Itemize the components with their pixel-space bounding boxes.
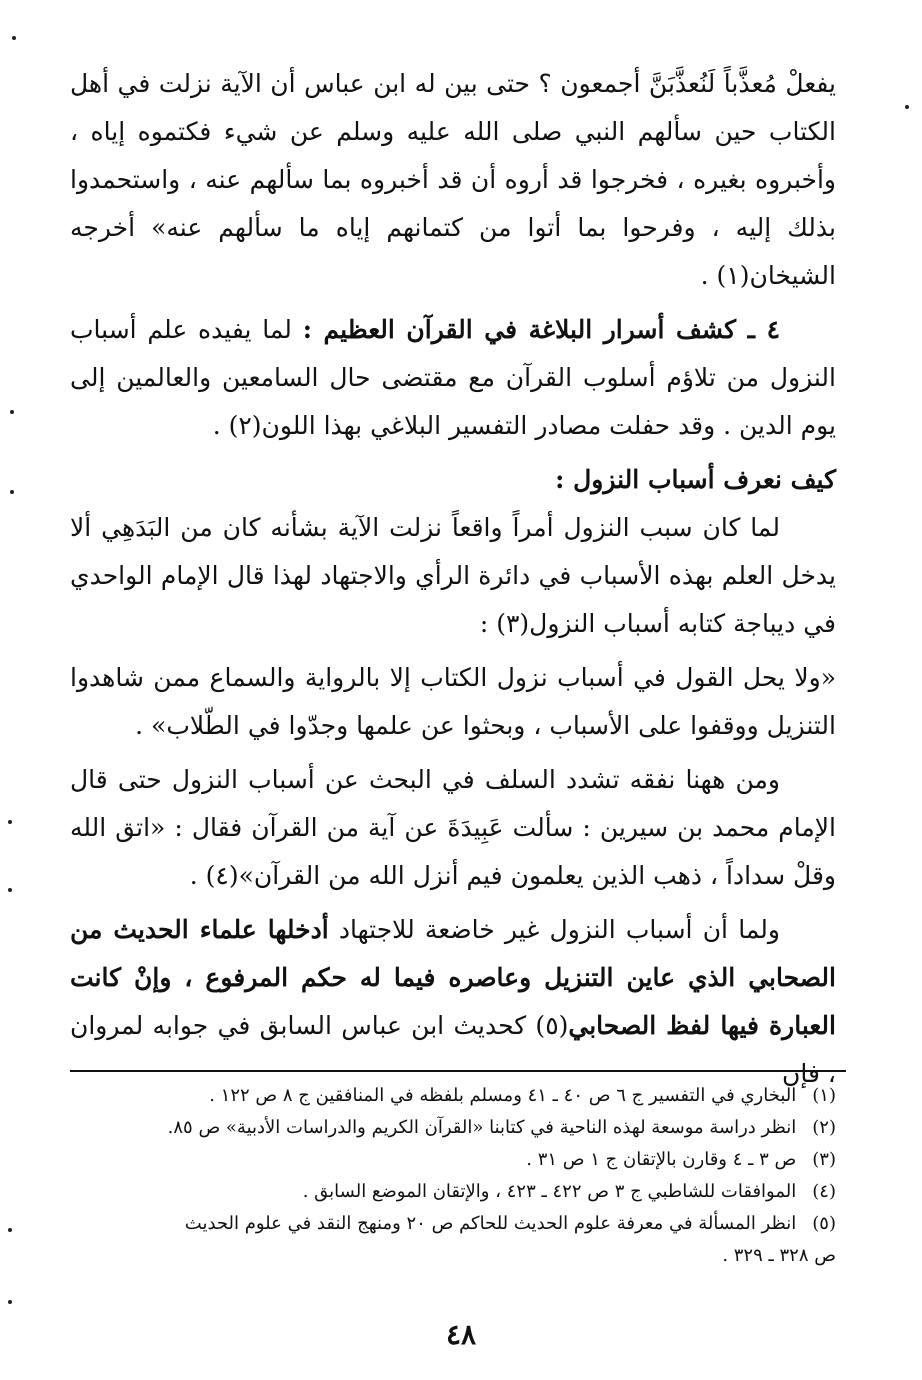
footnote-text: ص ٣ ـ ٤ وقارن بالإتقان ج ١ ص ٣١ . (526, 1149, 797, 1170)
paragraph-6-part-a: ولما أن أسباب النزول غير خاضعة للاجتهاد (328, 915, 780, 944)
footnote-number: (٤) (812, 1181, 836, 1202)
paragraph-1: يفعلْ مُعذَّباً لَنُعذَّبَنَّ أجمعون ؟ حتى بين له ابن عباس أن الآية نزلت في أهل الكتاب حين سألهم النبي صلى الله عليه وسلم عن شيء فكتموه إياه ، وأخبروه بغيره ، فخرجوا قد أروه أن قد أخبروه بما سألهم عنه ، واستحمدوا بذلك إليه ، وفرحوا بما أتوا من كتمانهم إياه ما سألهم عنه» أخرجه الشيخان(١) . (70, 69, 836, 290)
section-heading-how-to-know: كيف نعرف أسباب النزول : (555, 465, 836, 494)
paragraph-2 (70, 306, 836, 450)
footnote-text: البخاري في التفسير ج ٦ ص ٤٠ ـ ٤١ ومسلم بلفظه في المنافقين ج ٨ ص ١٢٢ . (209, 1085, 797, 1106)
footnote-text: الموافقات للشاطبي ج ٣ ص ٤٢٢ ـ ٤٢٣ ، والإتقان الموضع السابق . (302, 1181, 797, 1202)
section-heading-balagha: ٤ ـ كشف أسرار البلاغة في القرآن العظيم : (302, 315, 780, 344)
scan-speck (10, 410, 14, 414)
footnote-1 (70, 1080, 836, 1112)
footnote-2 (70, 1112, 836, 1144)
scan-speck (905, 105, 909, 109)
paragraph-4-quote: «ولا يحل القول في أسباب نزول الكتاب إلا بالرواية والسماع ممن شاهدوا التنزيل ووقفوا على الأسباب ، وبحثوا عن علمها وجدّوا في الطّلاب» . (70, 663, 836, 740)
paragraph-5: ومن ههنا نفقه تشدد السلف في البحث عن أسباب النزول حتى قال الإمام محمد بن سيرين : سألت عَبِيدَةَ عن آية من القرآن فقال : «اتق الله وقلْ سداداً ، ذهب الذين يعلمون فيم أنزل الله من القرآن»(٤) . (70, 765, 836, 890)
footnote-text: انظر دراسة موسعة لهذه الناحية في كتابنا «القرآن الكريم والدراسات الأدبية» ص ٨٥. (167, 1117, 797, 1138)
scan-speck (8, 1300, 12, 1304)
scan-speck (8, 1228, 12, 1232)
footnotes (70, 1080, 836, 1272)
footnote-number: (١) (812, 1085, 836, 1106)
paragraph-3: لما كان سبب النزول أمراً واقعاً نزلت الآية بشأنه كان من البَدَهِي ألا يدخل العلم بهذه الأسباب في دائرة الرأي والاجتهاد لهذا قال الإمام الواحدي في ديباجة كتابه أسباب النزول(٣) : (70, 513, 836, 638)
footnote-5-continuation: ص ٣٢٨ ـ ٣٢٩ . (722, 1245, 836, 1266)
footnote-4 (70, 1176, 836, 1208)
scan-speck (10, 490, 14, 494)
footnote-3 (70, 1144, 836, 1176)
paragraph-6-part-c: (٥) كحديث ابن عباس السابق في جوابه لمروان ، فإن (70, 1011, 836, 1088)
footnote-number: (٣) (812, 1149, 836, 1170)
paragraph-2-text: لما يفيده علم أسباب النزول من تلاؤم أسلوب القرآن مع مقتضى حال السامعين والعالمين إلى يوم الدين . وقد حفلت مصادر التفسير البلاغي بهذا اللون(٢) . (70, 315, 836, 440)
scan-speck (12, 36, 16, 40)
page-body (70, 60, 836, 1104)
scan-speck (8, 888, 12, 892)
paragraph-6-bold: أدخلها علماء الحديث من الصحابي الذي عاين التنزيل وعاصره فيما له حكم المرفوع ، وإنْ كانت العبارة فيها لفظ الصحابي (70, 915, 836, 1040)
footnote-number: (٥) (812, 1213, 836, 1234)
page-number: ٤٨ (445, 1318, 477, 1351)
scan-speck (8, 820, 12, 824)
footnote-separator (70, 1070, 846, 1072)
footnote-text: انظر المسألة في معرفة علوم الحديث للحاكم ص ٢٠ ومنهج النقد في علوم الحديث (184, 1213, 797, 1234)
footnote-number: (٢) (812, 1117, 836, 1138)
footnote-5 (70, 1208, 836, 1240)
